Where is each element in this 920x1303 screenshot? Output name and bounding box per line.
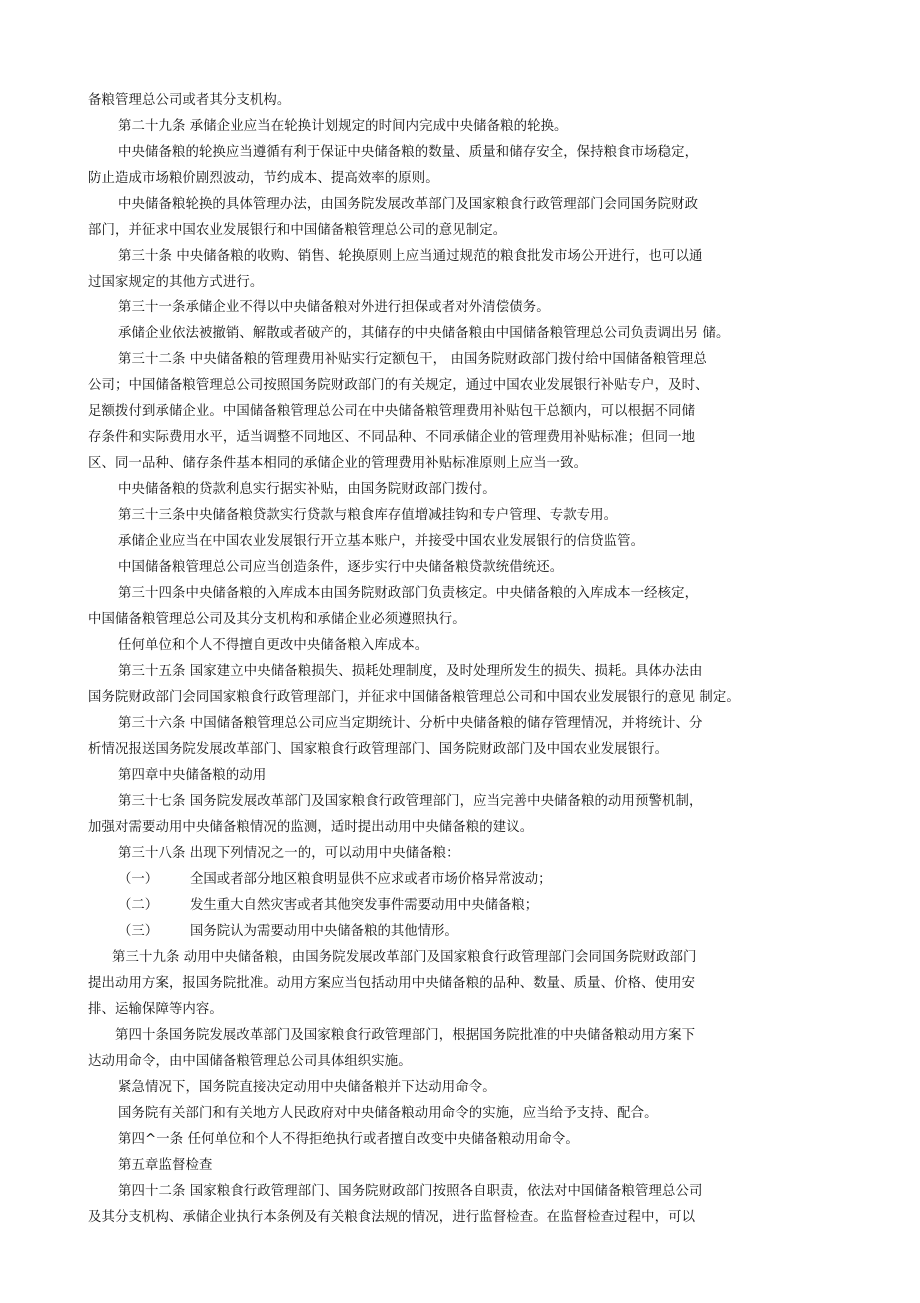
article-29: 第二十九条 承储企业应当在轮换计划规定的时间内完成中央储备粮的轮换。 — [118, 119, 568, 134]
text-line: 存条件和实际费用水平，适当调整不同地区、不同品种、不同承储企业的管理费用补贴标准；但同一地 — [88, 430, 696, 445]
text-line: 公司；中国储备粮管理总公司按照国务院财政部门的有关规定，通过中国农业发展银行补贴专户，及时、 — [88, 378, 709, 393]
text-line: 排、运输保障等内容。 — [88, 1002, 223, 1017]
article-37: 第三十七条 国务院发展改革部门及国家粮食行政管理部门，应当完善中央储备粮的动用预警机制， — [118, 794, 703, 809]
article-30: 第三十条 中央储备粮的收购、销售、轮换原则上应当通过规范的粮食批发市场公开进行，也可以通 — [118, 249, 703, 264]
article-41: 第四^一条 任何单位和个人不得拒绝执行或者擅自改变中央储备粮动用命令。 — [118, 1132, 579, 1147]
chapter-4-heading: 第四章中央储备粮的动用 — [118, 768, 267, 783]
text-line: 承储企业应当在中国农业发展银行开立基本账户，并接受中国农业发展银行的信贷监管。 — [118, 534, 645, 549]
text-line: 部门，并征求中国农业发展银行和中国储备粮管理总公司的意见制定。 — [88, 223, 507, 238]
text-line: 析情况报送国务院发展改革部门、国家粮食行政管理部门、国务院财政部门及中国农业发展银行。 — [88, 742, 669, 757]
text-line: 达动用命令，由中国储备粮管理总公司具体组织实施。 — [88, 1054, 412, 1069]
article-33: 第三十三条中央储备粮贷款实行贷款与粮食库存值增减挂钩和专户管理、专款专用。 — [118, 508, 618, 523]
text-line: 提出动用方案，报国务院批准。动用方案应当包括动用中央储备粮的品种、数量、质量、价格、使用安 — [88, 976, 696, 991]
text-line: 防止造成市场粮价剧烈波动，节约成本、提高效率的原则。 — [88, 171, 439, 186]
list-item-text: 国务院认为需要动用中央储备粮的其他情形。 — [190, 924, 458, 939]
text-line: 国务院有关部门和有关地方人民政府对中央储备粮动用命令的实施，应当给予支持、配合。 — [118, 1106, 658, 1121]
text-line: 中国储备粮管理总公司及其分支机构和承储企业必须遵照执行。 — [88, 612, 466, 627]
article-34: 第三十四条中央储备粮的入库成本由国务院财政部门负责核定。中央储备粮的入库成本一经核定， — [118, 586, 699, 601]
chapter-5-heading: 第五章监督检查 — [118, 1158, 213, 1173]
list-item-text: 发生重大自然灾害或者其他突发事件需要动用中央储备粮； — [190, 898, 539, 913]
text-line: 加强对需要动用中央储备粮情况的监测，适时提出动用中央储备粮的建议。 — [88, 820, 534, 835]
article-38: 第三十八条 出现下列情况之一的，可以动用中央储备粮： — [118, 846, 460, 861]
text-line: 国务院财政部门会同国家粮食行政管理部门，并征求中国储备粮管理总公司和中国农业发展银行的意见 制定。 — [88, 690, 740, 705]
text-line: 中国储备粮管理总公司应当创造条件，逐步实行中央储备粮贷款统借统还。 — [118, 560, 564, 575]
article-40: 第四十条国务院发展改革部门及国家粮食行政管理部门，根据国务院批准的中央储备粮动用方案下 — [115, 1028, 696, 1043]
text-line: 过国家规定的其他方式进行。 — [88, 275, 264, 290]
list-item-number: （三） — [118, 924, 159, 939]
text-line: 及其分支机构、承储企业执行本条例及有关粮食法规的情况，进行监督检查。在监督检查过程中，可以 — [88, 1210, 696, 1225]
article-35: 第三十五条 国家建立中央储备粮损失、损耗处理制度，及时处理所发生的损失、损耗。具体办法由 — [118, 664, 703, 679]
article-31: 第三十一条承储企业不得以中央储备粮对外进行担保或者对外清偿债务。 — [118, 300, 550, 315]
article-42: 第四十二条 国家粮食行政管理部门、国务院财政部门按照各自职责，依法对中国储备粮管理总公司 — [118, 1184, 703, 1199]
text-line: 承储企业依法被撤销、解散或者破产的，其储存的中央储备粮由中国储备粮管理总公司负责调出另 储。 — [118, 326, 730, 341]
text-line: 中央储备粮的轮换应当遵循有利于保证中央储备粮的数量、质量和储存安全，保持粮食市场稳定， — [118, 145, 699, 160]
list-item-number: （二） — [118, 898, 159, 913]
list-item-number: （一） — [118, 872, 159, 887]
list-item-text: 全国或者部分地区粮食明显供不应求或者市场价格异常波动； — [190, 872, 552, 887]
text-line: 备粮管理总公司或者其分支机构。 — [88, 93, 291, 108]
article-39: 第三十九条 动用中央储备粮，由国务院发展改革部门及国家粮食行政管理部门会同国务院财政部门 — [112, 950, 697, 965]
text-line: 足额拨付到承储企业。中国储备粮管理总公司在中央储备粮管理费用补贴包干总额内，可以根据不同储 — [88, 404, 696, 419]
text-line: 紧急情况下，国务院直接决定动用中央储备粮并下达动用命令。 — [118, 1080, 496, 1095]
text-line: 中央储备粮轮换的具体管理办法，由国务院发展改革部门及国家粮食行政管理部门会同国务院财政 — [118, 197, 699, 212]
text-line: 任何单位和个人不得擅自更改中央储备粮入库成本。 — [118, 638, 429, 653]
article-32: 第三十二条 中央储备粮的管理费用补贴实行定额包干， 由国务院财政部门拨付给中国储备粮管理总 — [118, 352, 707, 367]
text-line: 中央储备粮的贷款利息实行据实补贴，由国务院财政部门拨付。 — [118, 482, 496, 497]
article-36: 第三十六条 中国储备粮管理总公司应当定期统计、分析中央储备粮的储存管理情况，并将统计、分 — [118, 716, 703, 731]
text-line: 区、同一品种、储存条件基本相同的承储企业的管理费用补贴标准原则上应当一致。 — [88, 456, 588, 471]
